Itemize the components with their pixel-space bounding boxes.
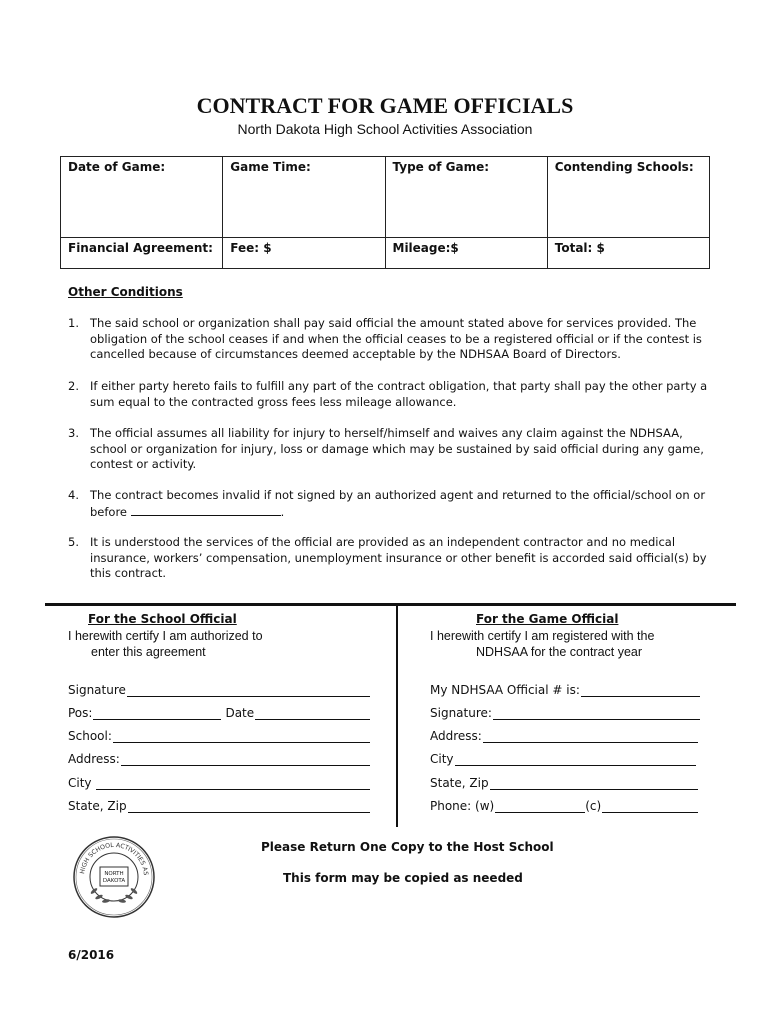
field-label: Signature xyxy=(68,683,126,697)
condition-item xyxy=(68,535,708,582)
date-of-game-cell[interactable]: Date of Game: xyxy=(61,157,223,238)
ln xyxy=(96,777,370,790)
ln xyxy=(113,730,370,743)
field-label: City xyxy=(430,752,454,766)
other-conditions-heading: Other Conditions xyxy=(68,285,183,299)
financial-agreement-cell[interactable]: Financial Agreement: xyxy=(61,237,223,268)
ln xyxy=(483,730,698,743)
game-official-cert-line1: I herewith certify I am registered with the xyxy=(430,629,655,643)
total-cell[interactable]: Total: $ xyxy=(547,237,709,268)
field-label: (c) xyxy=(585,799,602,813)
field-label: Pos: xyxy=(68,706,93,720)
condition-item xyxy=(68,426,708,473)
official-state-zip-field[interactable] xyxy=(430,776,698,790)
school-address-field[interactable] xyxy=(68,752,370,766)
official-phone-field[interactable] xyxy=(430,799,698,813)
ln xyxy=(581,684,700,697)
table-row xyxy=(61,157,710,238)
seal-center-line2: DAKOTA xyxy=(102,878,126,884)
field-label: My NDHSAA Official # is: xyxy=(430,683,580,697)
return-by-date-field[interactable] xyxy=(131,504,281,516)
condition-item xyxy=(68,379,708,410)
field-label: Address: xyxy=(430,729,482,743)
school-state-zip-field[interactable] xyxy=(68,799,370,813)
official-number-field[interactable] xyxy=(430,683,700,697)
condition-suffix: . xyxy=(280,504,285,519)
page-title: CONTRACT FOR GAME OFFICIALS xyxy=(196,93,574,118)
column-divider xyxy=(396,605,398,827)
ln xyxy=(128,800,370,813)
ln xyxy=(93,707,221,720)
ln xyxy=(455,753,696,766)
svg-text:HIGH SCHOOL ACTIVITIES ASSOCIA xyxy=(72,835,149,876)
official-city-field[interactable] xyxy=(430,752,696,766)
field-label: State, Zip xyxy=(68,799,127,813)
field-label: State, Zip xyxy=(430,776,489,790)
return-note: Please Return One Copy to the Host School xyxy=(261,840,554,854)
ln xyxy=(602,800,698,813)
condition-text: The contract becomes invalid if not signed by an authorized agent and returned to the official/school on or before xyxy=(90,488,706,519)
school-city-field[interactable] xyxy=(68,776,370,790)
seal-ring-text: HIGH SCHOOL ACTIVITIES AS xyxy=(79,841,149,876)
mileage-cell[interactable]: Mileage:$ xyxy=(385,237,547,268)
condition-number: 1. xyxy=(68,316,79,330)
official-signature-field[interactable] xyxy=(430,706,700,720)
fee-cell[interactable]: Fee: $ xyxy=(223,237,385,268)
condition-text: The said school or organization shall pay said official the amount stated above for services provided. The obligation of the school ceases if and when the official ceases to be a registered official or if the contest is cancelled because of circumstances deemed acceptable by the NDHSAA Board of Directors. xyxy=(90,316,702,361)
revision-date: 6/2016 xyxy=(68,948,115,962)
game-time-cell[interactable]: Game Time: xyxy=(223,157,385,238)
ln xyxy=(127,684,370,697)
school-signature-field[interactable] xyxy=(68,683,370,697)
field-label: Date xyxy=(225,706,255,720)
condition-text-wrap xyxy=(90,488,708,520)
page-subtitle: North Dakota High School Activities Association xyxy=(237,121,533,137)
condition-number: 2. xyxy=(68,379,79,393)
condition-text: The official assumes all liability for injury to herself/himself and waives any claim against the NDHSAA, school or organization for injury, loss or damage which may be sustained by said official during any game, contest or activity. xyxy=(90,426,704,471)
game-official-cert-line2: NDHSAA for the contract year xyxy=(476,645,643,659)
condition-item xyxy=(68,316,708,363)
field-label: City xyxy=(68,776,92,790)
school-name-field[interactable] xyxy=(68,729,370,743)
ln xyxy=(493,707,700,720)
official-address-field[interactable] xyxy=(430,729,698,743)
ln xyxy=(121,753,370,766)
seal-center-line1: NORTH xyxy=(104,871,124,877)
school-official-cert-line1: I herewith certify I am authorized to xyxy=(68,629,263,643)
condition-text: It is understood the services of the official are provided as an independent contractor and no medical insurance, workers’ compensation, unemployment insurance or other benefit is accorded said official(s) by this contract. xyxy=(90,535,707,580)
game-official-heading: For the Game Official xyxy=(476,612,619,626)
school-pos-date-field[interactable] xyxy=(68,706,370,720)
field-label: Signature: xyxy=(430,706,492,720)
game-info-table xyxy=(60,156,710,269)
condition-number: 3. xyxy=(68,426,79,440)
field-label: School: xyxy=(68,729,112,743)
school-official-cert-line2: enter this agreement xyxy=(91,645,206,659)
copy-note: This form may be copied as needed xyxy=(283,871,523,885)
field-label: Address: xyxy=(68,752,120,766)
section-divider xyxy=(45,603,736,606)
type-of-game-cell[interactable]: Type of Game: xyxy=(385,157,547,238)
condition-item xyxy=(68,488,708,520)
ln xyxy=(490,777,698,790)
field-label: Phone: (w) xyxy=(430,799,495,813)
ndhsaa-seal-icon xyxy=(72,835,156,919)
ln xyxy=(495,800,585,813)
school-official-heading: For the School Official xyxy=(88,612,237,626)
condition-number: 4. xyxy=(68,488,79,502)
condition-text: If either party hereto fails to fulfill any part of the contract obligation, that party shall pay the other party a sum equal to the contracted gross fees less mileage allowance. xyxy=(90,379,708,409)
condition-number: 5. xyxy=(68,535,79,549)
contending-schools-cell[interactable]: Contending Schools: xyxy=(547,157,709,238)
table-row xyxy=(61,237,710,268)
ln xyxy=(255,707,370,720)
